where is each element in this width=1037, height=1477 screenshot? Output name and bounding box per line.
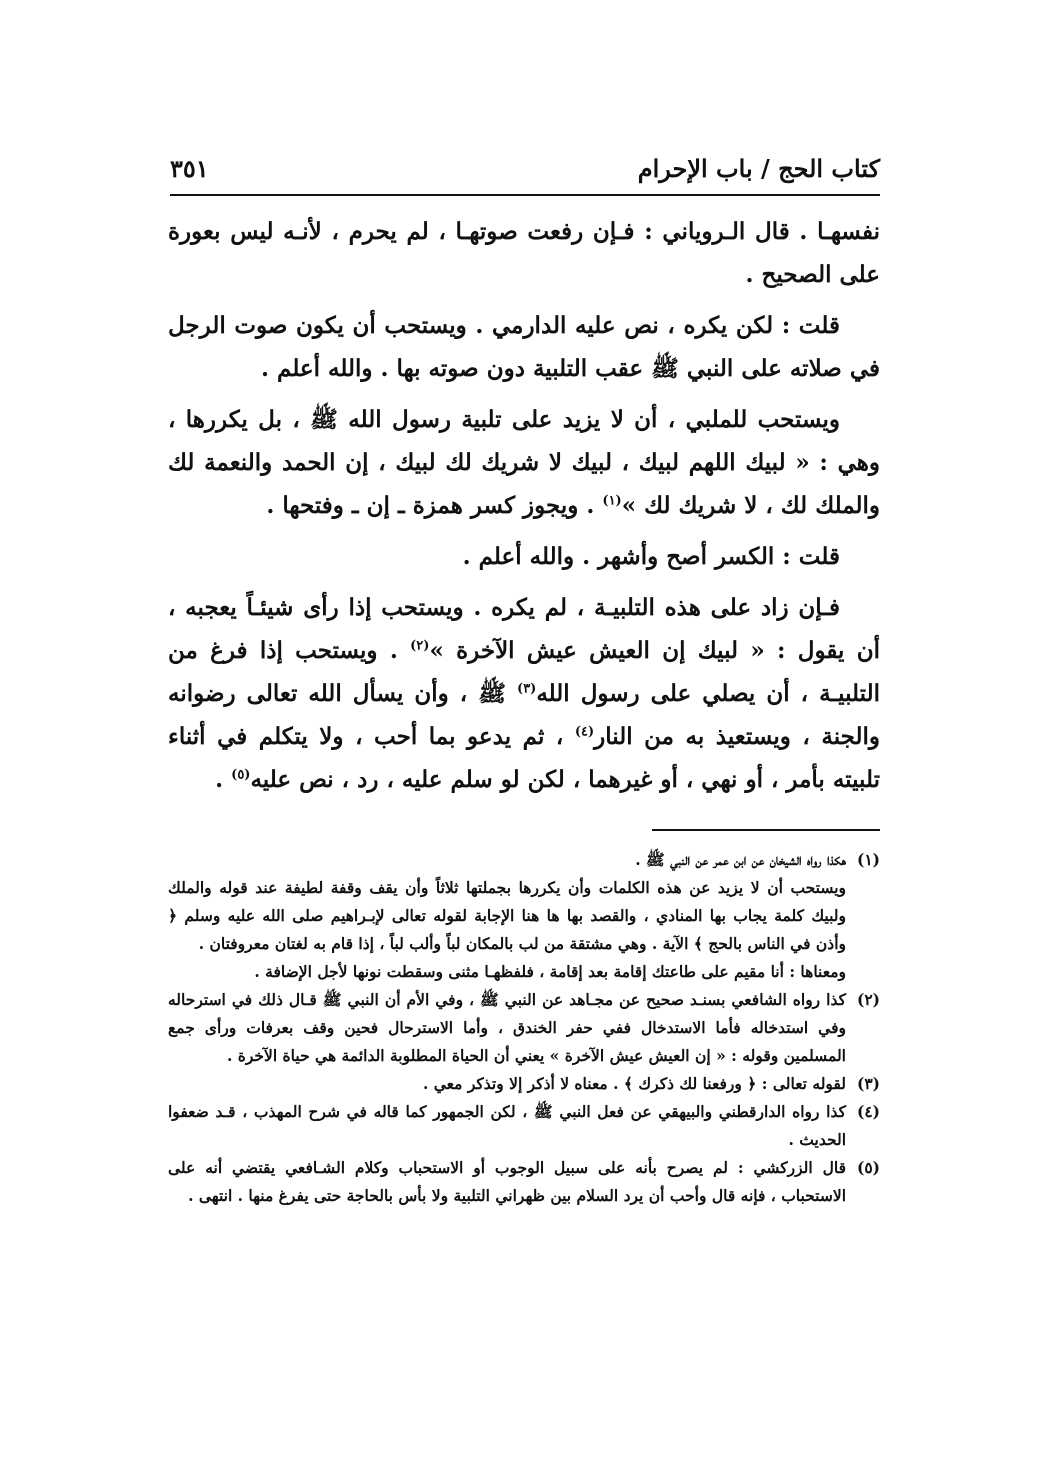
paragraph-3-text-b: . ويجوز كسر همزة ـ إن ـ وفتحها .: [266, 492, 603, 519]
footnote-ref-1: (١): [602, 493, 622, 509]
page-number: ٣٥١: [170, 154, 209, 183]
footnote-text: قال الزركشي : لم يصرح بأنه على سبيل الوجوب أو الاستحباب وكلام الشـافعي يقتضي أنه على الاستحباب ، فإنه قال وأحب أن يرد السلام بين ظهراني التلبية ولا بأس بالحاجة حتى يفرغ منها . انتهى .: [168, 1158, 846, 1205]
footnote-2: [168, 986, 880, 1070]
footnotes: [168, 846, 880, 1210]
footnote-number: (٣): [856, 1074, 880, 1093]
running-title: كتاب الحج / باب الإحرام: [637, 154, 880, 183]
paragraph-3: [168, 398, 880, 527]
paragraph-5-text-c: ﷺ ، وأن يسأل الله تعالى رضوانه والجنة ، ويستعيذ به من النار: [168, 680, 880, 750]
footnote-4: [168, 1098, 880, 1154]
footnote-3: [168, 1070, 880, 1098]
footnote-ref-3: (٣): [517, 681, 537, 697]
footnote-1: [168, 846, 880, 874]
footnote-number: (٤): [856, 1102, 880, 1121]
main-text: [168, 210, 880, 809]
paragraph-5-text-a: فـإن زاد على هذه التلبيـة ، لم يكره . ويستحب إذا رأى شيئـاً يعجبه ، أن يقول : « لبيك إن العيش عيش الآخرة »: [168, 594, 880, 664]
footnote-5: [168, 1154, 880, 1210]
footnote-ref-4: (٤): [574, 724, 595, 740]
footnote-number: (١): [856, 850, 880, 869]
footnote-text: كذا رواه الدارقطني والبيهقي عن فعل النبي ﷺ ، لكن الجمهور كما قاله في شرح المهذب ، قـد ضعفوا الحديث .: [168, 1102, 846, 1149]
footnote-ref-5: (٥): [231, 767, 251, 783]
footnote-ref-2: (٢): [410, 638, 430, 654]
paragraph-3-text-a: ويستحب للملبي ، أن لا يزيد على تلبية رسول الله ﷺ ، بل يكررها ، وهي : « لبيك اللهم لبيك ، لبيك لا شريك لك لبيك ، إن الحمد والنعمة لك والملك لك ، لا شريك لك »: [168, 406, 880, 519]
footnote-separator: [652, 829, 880, 831]
paragraph-5-text-e: .: [215, 766, 232, 793]
paragraph-5-text-d: ، ثم يدعو بما أحب ، ولا يتكلم في أثناء تلبيته بأمر ، أو نهي ، أو غيرهما ، لكن لو سلم عليه ، رد ، نص عليه: [168, 723, 880, 793]
footnote-text: كذا رواه الشافعي بسنـد صحيح عن مجـاهد عن النبي ﷺ ، وفي الأم أن النبي ﷺ قـال ذلك في استرحاله وفي استدخاله فأما الاستدخال ففي حفر الخندق ، وأما الاسترحال فحين وقف بعرفات ورأى جمع المسلمين وقوله : « إن العيش عيش الآخرة » يعني أن الحياة المطلوبة الدائمة هي حياة الآخرة .: [168, 990, 846, 1065]
paragraph-5-text-b: . ويستحب إذا فرغ من التلبيـة ، أن يصلي على رسول الله: [168, 637, 880, 707]
paragraph-1: نفسهـا . قال الـروياني : فـإن رفعت صوتهـا ، لم يحرم ، لأنـه ليس بعورة على الصحيح .: [168, 218, 880, 288]
footnote-text: لقوله تعالى : ﴿ ورفعنا لك ذكرك ﴾ . معناه لا أذكر إلا وتذكر معي .: [422, 1074, 846, 1093]
paragraph-4: قلت : الكسر أصح وأشهر . والله أعلم .: [462, 543, 840, 570]
page-header: [170, 150, 880, 196]
footnote-1-continuation: ويستحب أن لا يزيد عن هذه الكلمات وأن يكررها بجملتها ثلاثاً وأن يقف وقفة لطيفة عند قوله والملك ولبيك كلمة يجاب بها المنادي ، والقصد بها ها هنا الإجابة لقوله تعالى لإبـراهيم صلى الله عليه وسلم ﴿ وأذن في الناس بالحج ﴾ الآية . وهي مشتقة من لب بالمكان لباً وألب لباً ، إذا قام به لغتان معروفتان .: [168, 878, 846, 953]
footnote-number: (٥): [856, 1158, 880, 1177]
footnote-text: هكذا رواه الشيخان عن ابن عمر عن النبي ﷺ .: [635, 850, 846, 869]
paragraph-2: قلت : لكن يكره ، نص عليه الدارمي . ويستحب أن يكون صوت الرجل في صلاته على النبي ﷺ عقب التلبية دون صوته بها . والله أعلم .: [168, 312, 880, 382]
footnote-number: (٢): [856, 990, 880, 1009]
footnote-1-continuation: ومعناها : أنا مقيم على طاعتك إقامة بعد إقامة ، فلفظهـا مثنى وسقطت نونها لأجل الإضافة .: [254, 962, 846, 981]
paragraph-5: [168, 586, 880, 801]
